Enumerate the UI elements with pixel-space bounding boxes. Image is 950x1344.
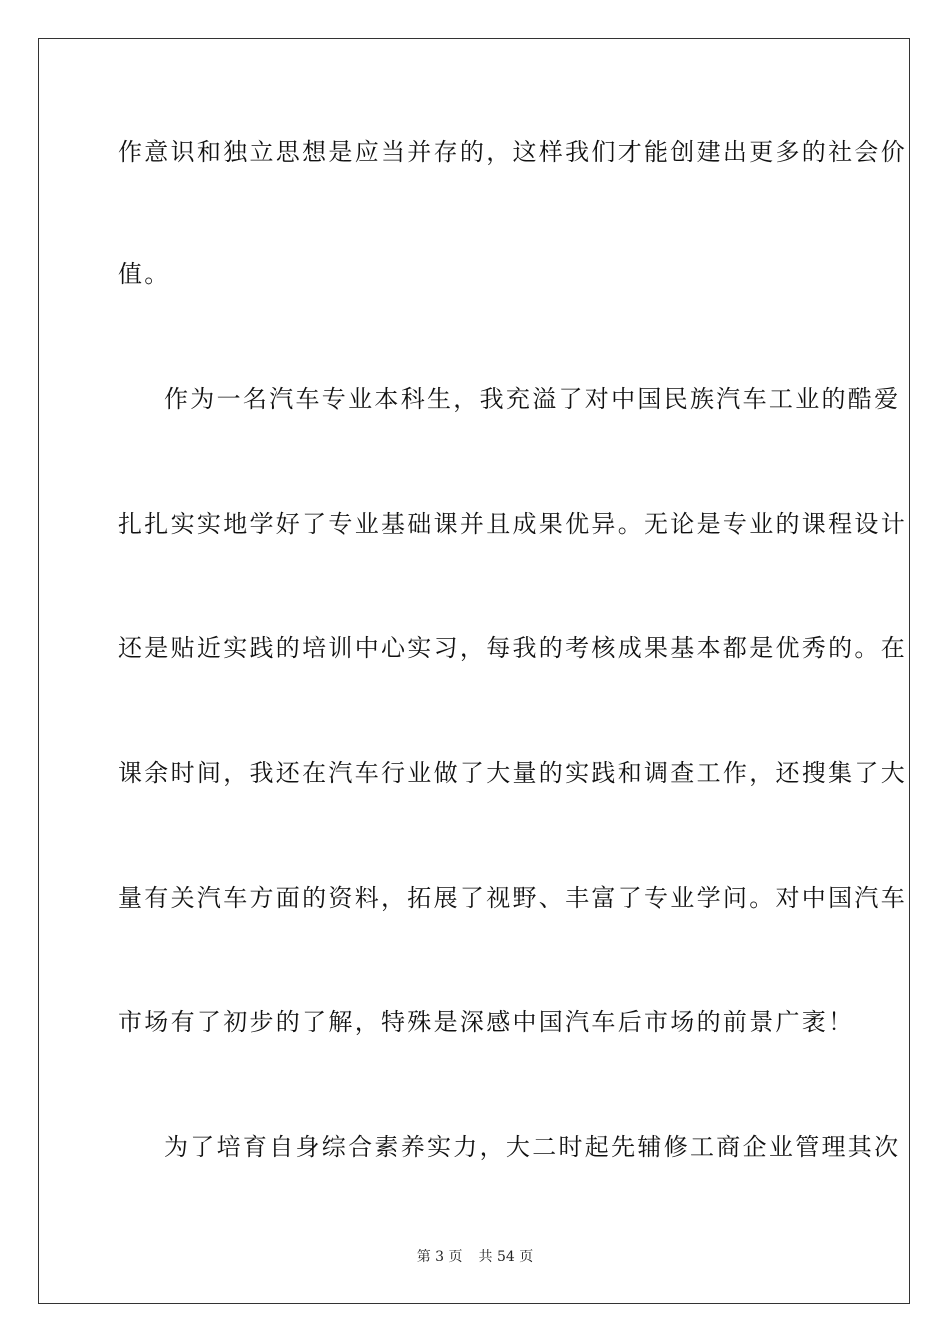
text-line-5: 还是贴近实践的培训中心实习，每我的考核成果基本都是优秀的。在	[118, 634, 907, 662]
page-border	[38, 38, 910, 1304]
text-line-8: 市场有了初步的了解，特殊是深感中国汽车后市场的前景广袤！	[118, 1008, 855, 1036]
text-line-4: 扎扎实实地学好了专业基础课并且成果优异。无论是专业的课程设计	[118, 510, 907, 538]
page-number: 第 3 页	[416, 1249, 463, 1265]
text-line-1: 作意识和独立思想是应当并存的，这样我们才能创建出更多的社会价	[118, 138, 907, 166]
page-footer	[0, 1248, 950, 1266]
text-line-7: 量有关汽车方面的资料，拓展了视野、丰富了专业学问。对中国汽车	[118, 884, 907, 912]
text-line-9: 为了培育自身综合素养实力，大二时起先辅修工商企业管理其次	[164, 1133, 901, 1161]
text-line-6: 课余时间，我还在汽车行业做了大量的实践和调查工作，还搜集了大	[118, 759, 907, 787]
text-line-3: 作为一名汽车专业本科生，我充溢了对中国民族汽车工业的酷爱	[164, 385, 901, 413]
text-line-2: 值。	[118, 260, 171, 288]
page-total: 共 54 页	[478, 1249, 534, 1265]
